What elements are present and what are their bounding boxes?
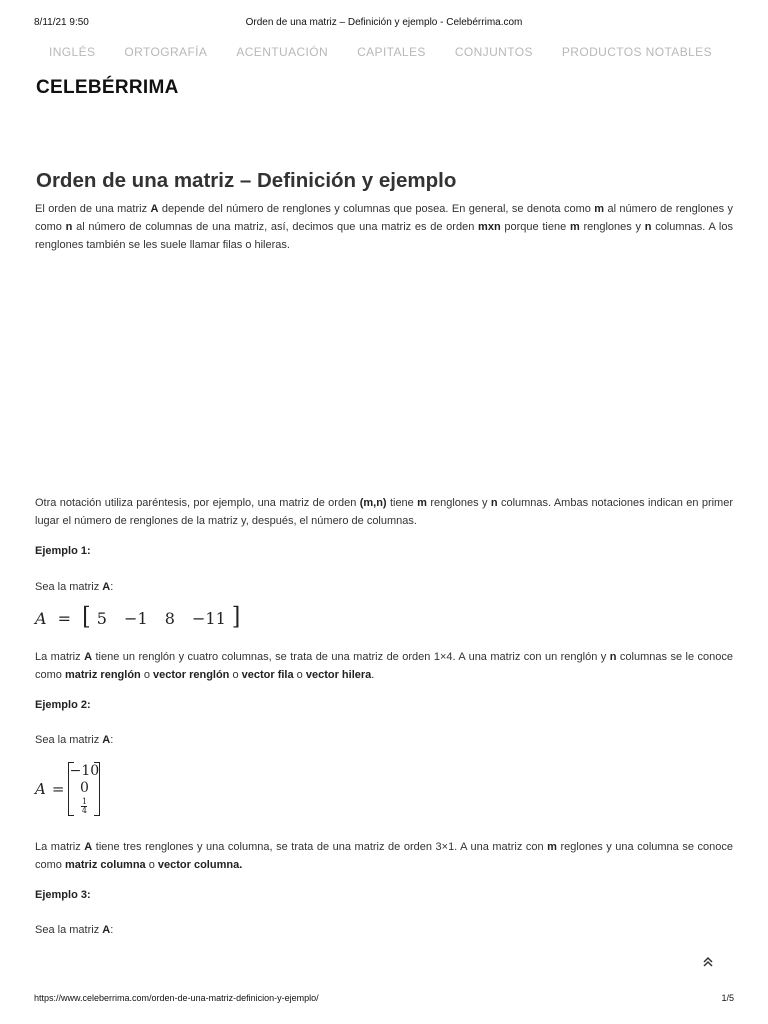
matrix-cell: 0 bbox=[79, 780, 89, 796]
example-2-intro: Sea la matriz A: bbox=[35, 734, 114, 746]
matrix-variable: A bbox=[35, 609, 47, 628]
example-1-explanation: La matriz A tiene un renglón y cuatro columnas, se trata de una matriz de orden 1×4. A una matriz con un renglón y n columnas se le conoce como matriz renglón o vector renglón o vector fila o vector hilera. bbox=[35, 651, 733, 681]
nav-item-ingles[interactable]: INGLÉS bbox=[49, 45, 96, 59]
top-navigation bbox=[49, 45, 719, 59]
matrix-cell: −1 bbox=[124, 608, 148, 628]
matrix-variable: A bbox=[35, 780, 46, 798]
column-matrix bbox=[68, 762, 100, 816]
example-1-heading: Ejemplo 1: bbox=[35, 545, 91, 557]
site-logo[interactable]: CELEBÉRRIMA bbox=[36, 77, 179, 98]
double-chevron-up-icon bbox=[702, 956, 714, 968]
nav-item-ortografia[interactable]: ORTOGRAFÍA bbox=[124, 45, 208, 59]
article-title: Orden de una matriz – Definición y ejemplo bbox=[36, 169, 457, 192]
matrix-cell: −11 bbox=[192, 608, 226, 628]
nav-item-acentuacion[interactable]: ACENTUACIÓN bbox=[236, 45, 329, 59]
notation-paragraph: Otra notación utiliza paréntesis, por ejemplo, una matriz de orden (m,n) tiene m renglones y n columnas. Ambas notaciones indican en primer lugar el número de renglones de la matriz y, después, el número de columnas. bbox=[35, 497, 734, 527]
equals-sign: = bbox=[51, 780, 65, 798]
intro-paragraph: El orden de una matriz A depende del número de renglones y columnas que posea. En general, se denota como m al número de renglones y como n al número de columnas de una matriz, así, decimos que una matriz es de orden mxn porque tiene m renglones y n columnas. A los renglones también se les suele llamar filas o hileras. bbox=[35, 203, 734, 251]
print-date: 8/11/21 9:50 bbox=[34, 17, 89, 28]
matrix-cell: −10 bbox=[69, 763, 100, 779]
page-url: https://www.celeberrima.com/orden-de-una-matriz-definicion-y-ejemplo/ bbox=[34, 993, 319, 1003]
left-bracket: [ bbox=[82, 603, 91, 632]
example-3-heading: Ejemplo 3: bbox=[35, 889, 91, 901]
column-matrix-equation bbox=[35, 762, 733, 816]
example-2-heading: Ejemplo 2: bbox=[35, 699, 91, 711]
example-3-intro: Sea la matriz A: bbox=[35, 924, 114, 936]
print-footer bbox=[34, 993, 734, 1007]
equals-sign: = bbox=[57, 609, 72, 628]
row-matrix-equation bbox=[35, 603, 733, 635]
print-page-title: Orden de una matriz – Definición y ejemplo - Celebérrima.com bbox=[245, 17, 523, 28]
matrix-fraction-cell: $\frac{1}{4}$ bbox=[81, 797, 87, 815]
matrix-cell: 8 bbox=[164, 608, 175, 628]
example-2-explanation: La matriz A tiene tres renglones y una columna, se trata de una matriz de orden 3×1. A una matriz con m reglones y una columna se conoce como matriz columna o vector columna. bbox=[35, 841, 733, 871]
example-1-intro: Sea la matriz A: bbox=[35, 581, 114, 593]
row-matrix bbox=[82, 603, 241, 632]
nav-item-productos-notables[interactable]: PRODUCTOS NOTABLES bbox=[561, 45, 712, 59]
right-bracket: ] bbox=[231, 603, 241, 632]
matrix-cell: 5 bbox=[96, 608, 107, 628]
page-number: 1/5 bbox=[721, 993, 734, 1003]
nav-item-conjuntos[interactable]: CONJUNTOS bbox=[454, 45, 533, 59]
nav-item-capitales[interactable]: CAPITALES bbox=[357, 45, 426, 59]
print-header bbox=[34, 17, 734, 31]
double-chevron-up-icon[interactable] bbox=[701, 956, 715, 972]
